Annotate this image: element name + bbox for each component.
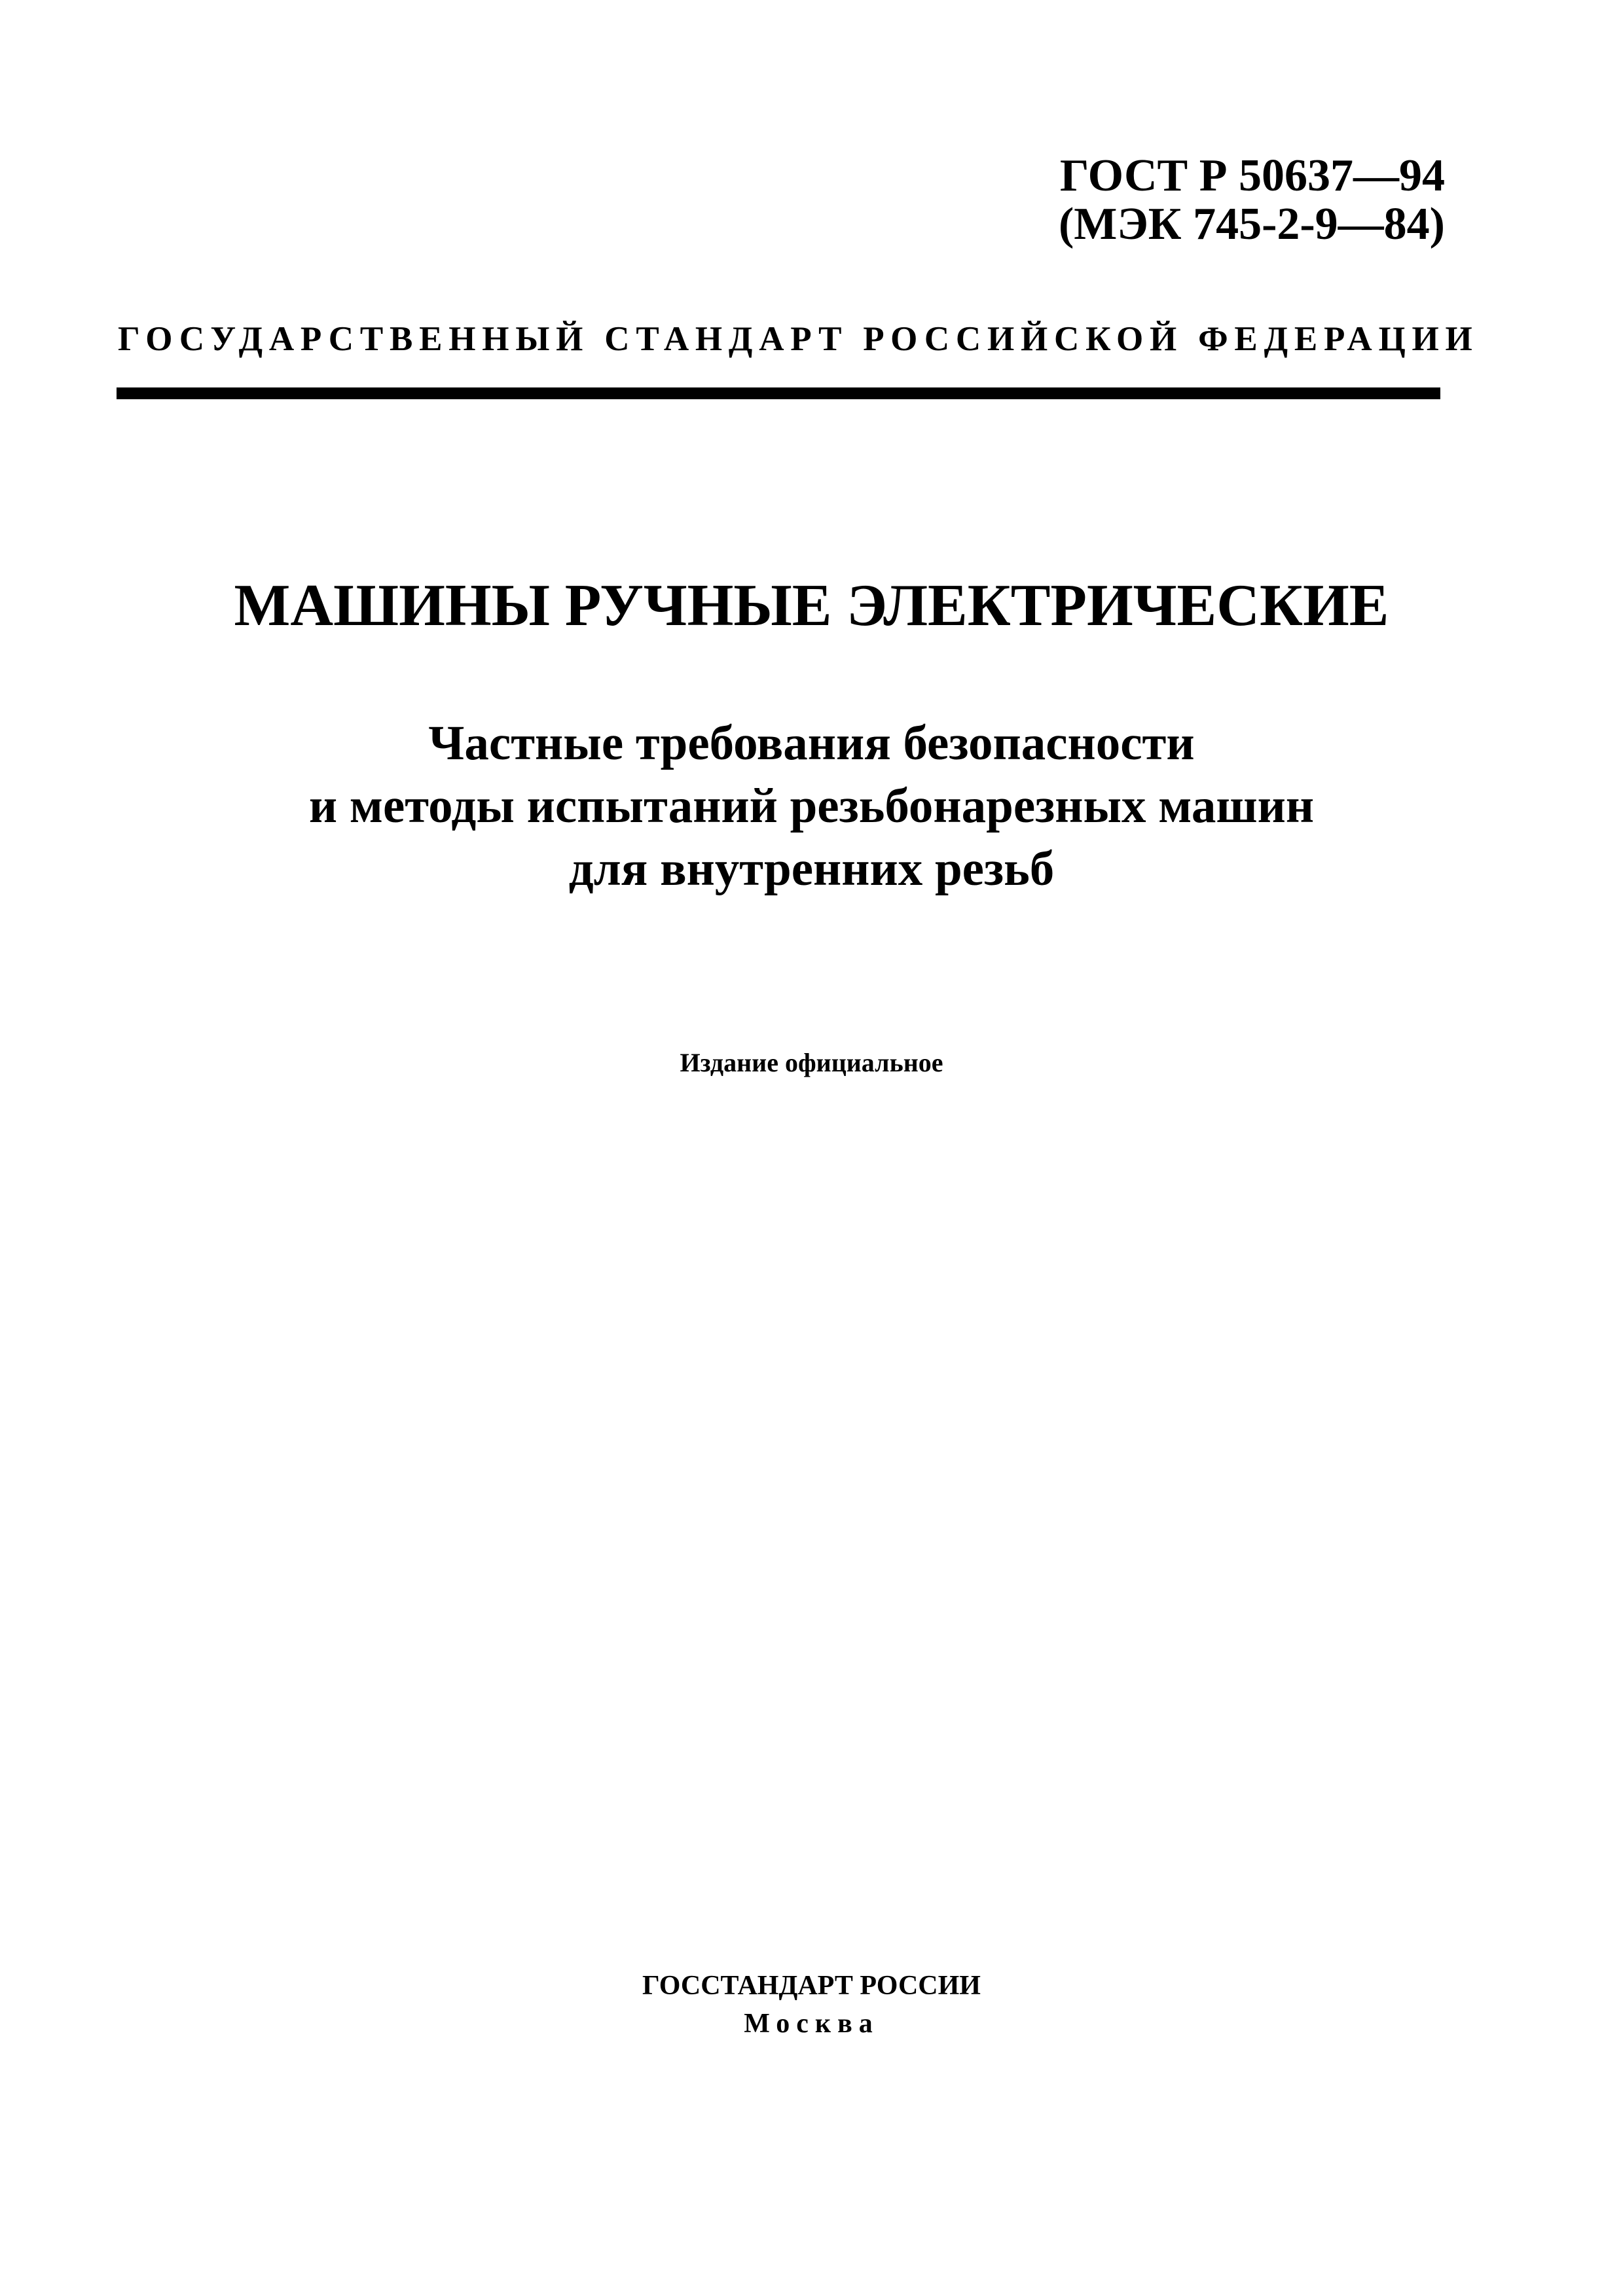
gost-number: ГОСТ Р 50637—94 [1059, 151, 1445, 201]
standard-number-block [1059, 152, 1445, 249]
edition-label: Издание официальное [680, 1048, 943, 1077]
subtitle-line: Частные требования безопасности [428, 716, 1195, 770]
document-title: МАШИНЫ РУЧНЫЕ ЭЛЕКТРИЧЕСКИЕ [234, 572, 1389, 638]
subtitle-line: и методы испытаний резьбонарезных машин [308, 779, 1315, 833]
subtitle-line: для внутренних резьб [568, 842, 1055, 896]
publisher-name: ГОССТАНДАРТ РОССИИ [642, 1971, 981, 2001]
publisher-city: Москва [744, 2009, 879, 2039]
document-subtitle [0, 712, 1623, 901]
iec-number: (МЭК 745-2-9—84) [1058, 199, 1445, 249]
header-rule-divider [117, 387, 1440, 399]
state-standard-header: ГОСУДАРСТВЕННЫЙ СТАНДАРТ РОССИЙСКОЙ ФЕДЕРАЦИИ [118, 320, 1479, 358]
publisher-block [0, 1967, 1623, 2043]
